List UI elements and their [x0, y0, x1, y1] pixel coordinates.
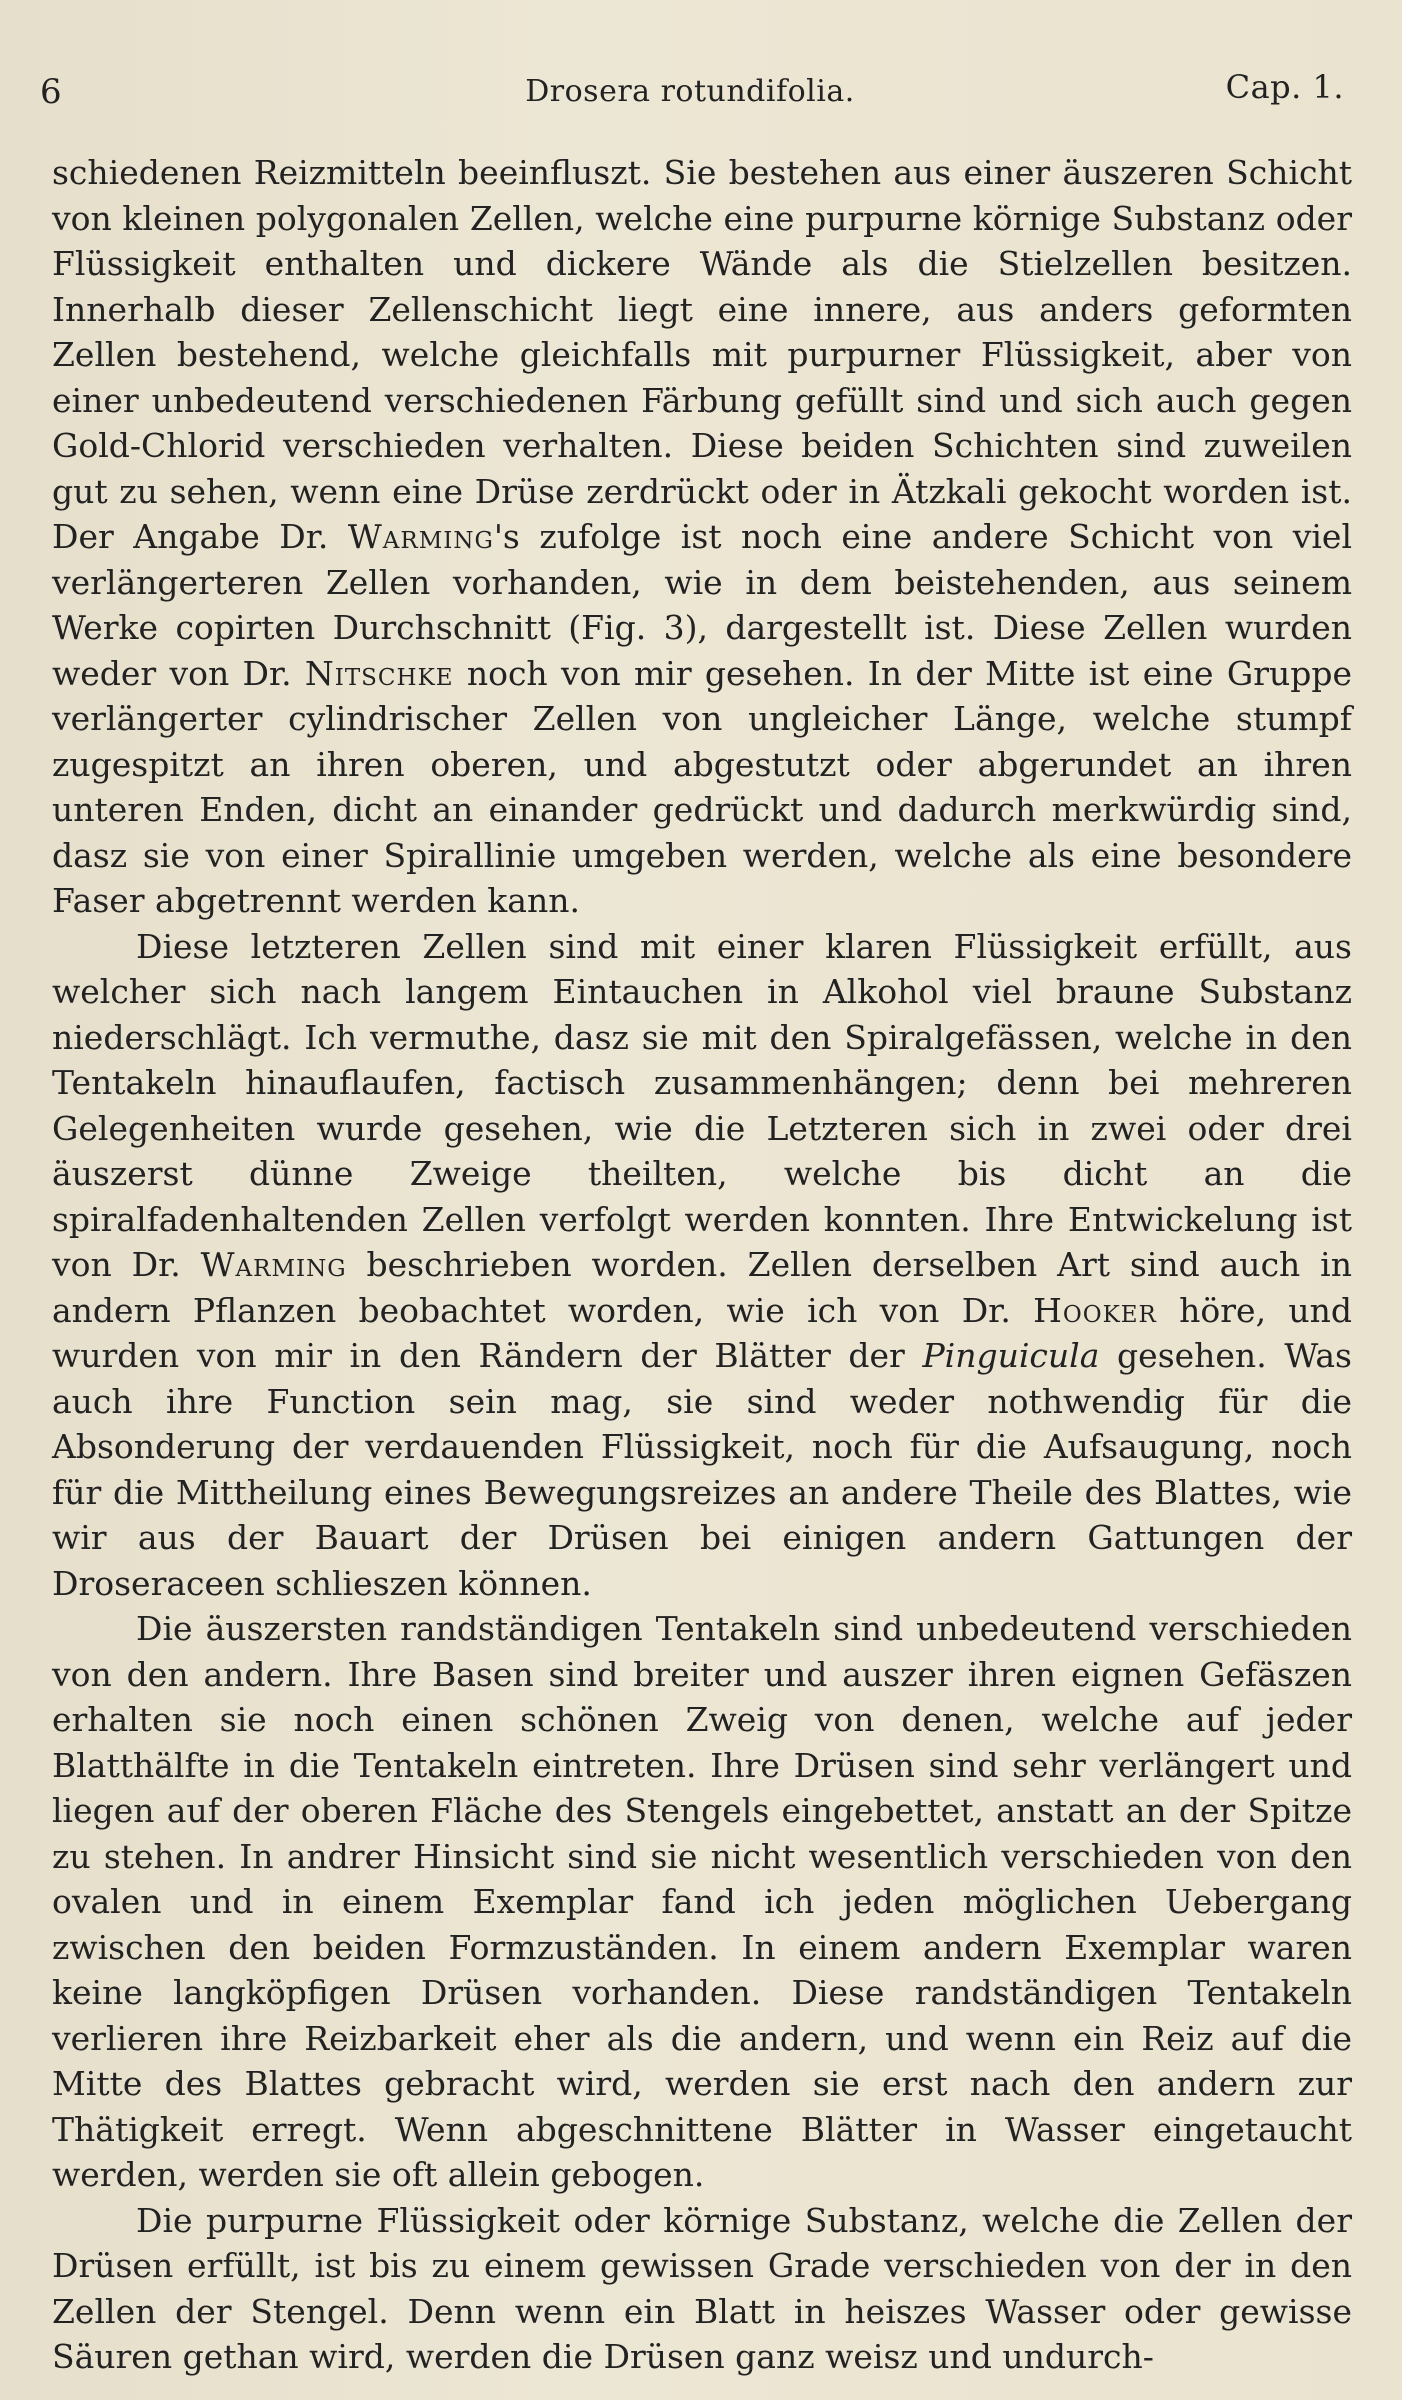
genus-name: Pinguicula — [922, 1336, 1100, 1375]
chapter-label: Cap. 1. — [1225, 68, 1344, 106]
text-segment: höre, und wurden von mir in den Rändern der Blätter der — [52, 1290, 1352, 1375]
text-segment: beschrieben worden. Zellen derselben Art sind auch in andern Pflanzen beobachtet worden, wie ich von Dr. — [52, 1245, 1352, 1330]
running-title: Drosera rotundifolia. — [525, 74, 855, 109]
text-segment: schiedenen Reizmitteln beeinfluszt. Sie bestehen aus einer äuszeren Schicht von kleinen polygonalen Zellen, welche eine purpurne körnige Substanz oder Flüssigkeit enthalten und dickere Wände als die Stielzellen besitzen. Innerhalb dieser Zellenschicht liegt eine innere, aus anders geformten Zellen bestehend, welche gleichfalls mit purpurner Flüssigkeit, aber von einer unbedeutend verschiedenen Färbung gefüllt sind und sich auch gegen Gold-Chlorid verschieden verhalten. Diese beiden Schichten sind zuweilen gut zu sehen, wenn eine Drüse zerdrückt oder in Ätzkali gekocht worden ist. Der Angabe Dr. — [52, 153, 1352, 556]
body-text — [52, 150, 1352, 2380]
text-segment: gesehen. Was auch ihre Function sein mag, sie sind weder nothwendig für die Absonderung der verdauenden Flüssigkeit, noch für die Aufsaugung, noch für die Mittheilung eines Bewegungsreizes an andere Theile des Blattes, wie wir aus der Bauart der Drüsen bei einigen andern Gattungen der Droseraceen schlieszen können. — [52, 1336, 1352, 1603]
person-name: Warming — [347, 517, 494, 556]
person-name: Warming — [200, 1245, 347, 1284]
paragraph — [52, 924, 1352, 1607]
person-name: Nitschke — [304, 653, 454, 693]
page-header — [36, 68, 1344, 116]
text-segment: Diese letzteren Zellen sind mit einer klaren Flüssigkeit erfüllt, aus welcher sich nach langem Eintauchen in Alkohol viel braune Substanz niederschlägt. Ich vermuthe, dasz sie mit den Spiralgefässen, welche in den Tentakeln hinauflaufen, factisch zusammenhängen; denn bei mehreren Gelegenheiten wurde gesehen, wie die Letzteren sich in zwei oder drei äuszerst dünne Zweige theilten, welche bis dicht an die spiralfadenhaltenden Zellen verfolgt werden konnten. Ihre Entwickelung ist von Dr. — [52, 926, 1352, 1284]
paragraph — [52, 1606, 1352, 2198]
person-name: Hooker — [1033, 1290, 1157, 1330]
text-segment: noch von mir gesehen. In der Mitte ist eine Gruppe verlängerter cylindrischer Zellen von ungleicher Länge, welche stumpf zugespitzt an ihren oberen, und abgestutzt oder abgerundet an ihren unteren Enden, dicht an einander gedrückt und dadurch merkwürdig sind, dasz sie von einer Spirallinie umgeben werden, welche als eine besondere Faser abgetrennt werden kann. — [52, 653, 1352, 920]
text-segment: Die purpurne Flüssigkeit oder körnige Substanz, welche die Zellen der Drüsen erfüllt, ist bis zu einem gewissen Grade verschieden von der in den Zellen der Stengel. Denn wenn ein Blatt in heiszes Wasser oder gewisse Säuren gethan wird, werden die Drüsen ganz weisz und undurch- — [52, 2200, 1352, 2376]
text-segment: Die äuszersten randständigen Tentakeln sind unbedeutend verschieden von den andern. Ihre Basen sind breiter und auszer ihren eignen Gefäszen erhalten sie noch einen schönen Zweig von denen, welche auf jeder Blatthälfte in die Tentakeln eintreten. Ihre Drüsen sind sehr verlängert und liegen auf der oberen Fläche des Stengels eingebettet, anstatt an der Spitze zu stehen. In andrer Hinsicht sind sie nicht wesentlich verschieden von den ovalen und in einem Exemplar fand ich jeden möglichen Uebergang zwischen den beiden Formzuständen. In einem andern Exemplar waren keine langköpfigen Drüsen vorhanden. Diese randständigen Tentakeln verlieren ihre Reizbarkeit eher als die andern, und wenn ein Reiz auf die Mitte des Blattes gebracht wird, werden sie erst nach den andern zur Thätigkeit erregt. Wenn abgeschnittene Blätter in Wasser eingetaucht werden, werden sie oft allein gebogen. — [52, 1609, 1352, 2194]
paragraph — [52, 150, 1352, 924]
paragraph — [52, 2198, 1352, 2380]
page-number: 6 — [40, 72, 63, 112]
text-segment: 's zufolge ist noch eine andere Schicht von viel verlängerteren Zellen vorhanden, wie in dem beistehenden, aus seinem Werke copirten Durchschnitt (Fig. 3), dargestellt ist. Diese Zellen wurden weder von Dr. — [52, 517, 1352, 693]
